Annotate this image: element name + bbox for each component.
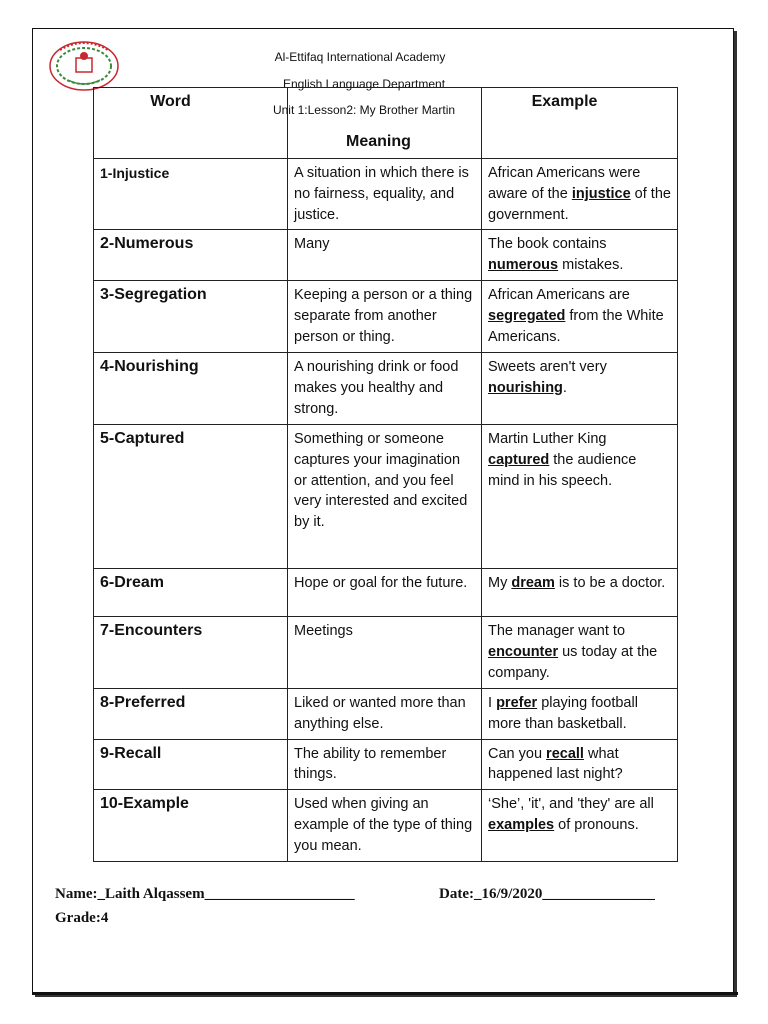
example-keyword: dream xyxy=(511,574,555,591)
example-text: . xyxy=(562,379,567,396)
vocab-word: 10-Example xyxy=(100,795,189,813)
example-keyword: numerous xyxy=(488,257,559,274)
vocab-meaning: Keeping a person or a thing separate from another person or thing. xyxy=(294,286,473,345)
example-text: The book contains xyxy=(488,236,607,253)
vocab-example xyxy=(482,688,678,739)
example-text: Sweets aren't very xyxy=(488,358,607,375)
vocab-word: 7-Encounters xyxy=(100,621,203,639)
table-row xyxy=(94,352,678,424)
example-text: playing football more than basketball. xyxy=(488,694,638,732)
vocab-word: 1-Injustice xyxy=(100,165,170,181)
vocab-example xyxy=(482,616,678,688)
example-text: I xyxy=(488,694,497,711)
vocabulary-table xyxy=(93,87,678,862)
vocab-meaning: Liked or wanted more than anything else. xyxy=(294,694,466,732)
example-text: Can you xyxy=(488,745,547,762)
vocab-meaning: The ability to remember things. xyxy=(294,745,447,783)
vocab-word: 6-Dream xyxy=(100,573,165,591)
vocab-example xyxy=(482,739,678,790)
vocab-example xyxy=(482,230,678,281)
school-name: Al-Ettifaq International Academy xyxy=(274,50,446,64)
vocab-example xyxy=(482,424,678,568)
vocab-meaning: Hope or goal for the future. xyxy=(294,574,468,591)
example-keyword: examples xyxy=(488,816,555,833)
vocab-word: 4-Nourishing xyxy=(100,357,199,375)
example-text: from the White Americans. xyxy=(488,307,664,345)
date-field: Date:_16/9/2020_______________ xyxy=(439,886,655,902)
grade-field: Grade:4 xyxy=(55,910,109,926)
vocab-meaning: A situation in which there is no fairness, equality, and justice. xyxy=(294,165,469,223)
vocab-example xyxy=(482,280,678,352)
vocab-meaning: Meetings xyxy=(294,622,353,639)
column-header-example: Example xyxy=(531,93,598,110)
vocab-example xyxy=(482,352,678,424)
vocab-word: 9-Recall xyxy=(100,744,162,762)
example-text: ‘She’, 'it', and 'they' are all xyxy=(488,796,654,813)
example-keyword: prefer xyxy=(496,694,538,711)
table-row xyxy=(94,688,678,739)
example-text: African Americans are xyxy=(488,286,630,303)
example-text: My xyxy=(488,574,512,591)
vocab-word: 5-Captured xyxy=(100,429,185,447)
vocab-word: 8-Preferred xyxy=(100,693,186,711)
vocab-example xyxy=(482,568,678,616)
example-text: mistakes. xyxy=(558,257,624,274)
example-keyword: segregated xyxy=(488,307,566,324)
example-keyword: recall xyxy=(546,745,584,762)
example-text: of the government. xyxy=(488,185,671,223)
vocab-example xyxy=(482,790,678,862)
example-text: the audience mind in his speech. xyxy=(488,451,637,489)
example-keyword: nourishing xyxy=(488,379,563,396)
example-text: is to be a doctor. xyxy=(554,574,666,591)
table-row xyxy=(94,230,678,281)
department-name: English Language Department xyxy=(282,77,446,91)
vocab-meaning: Many xyxy=(294,236,330,253)
example-keyword: injustice xyxy=(571,185,631,202)
example-text: us today at the company. xyxy=(488,643,658,681)
vocab-meaning: Something or someone captures your imagination or attention, and you feel very interested and excited by it. xyxy=(294,430,468,531)
example-keyword: captured xyxy=(488,451,550,468)
example-text: Martin Luther King xyxy=(488,430,607,447)
example-text: The manager want to xyxy=(488,622,626,639)
example-text: what happened last night? xyxy=(488,745,623,783)
page-border-shadow xyxy=(32,992,738,995)
vocab-word: 2-Numerous xyxy=(100,235,194,253)
vocab-word: 3-Segregation xyxy=(100,285,207,303)
table-row xyxy=(94,739,678,790)
example-text: African Americans were aware of the xyxy=(488,165,641,202)
column-header-word: Word xyxy=(150,93,191,110)
table-header-row xyxy=(94,88,678,159)
column-header-meaning: Meaning xyxy=(346,133,411,150)
table-row xyxy=(94,424,678,568)
lesson-title: Unit 1:Lesson2: My Brother Martin xyxy=(272,103,456,117)
example-keyword: encounter xyxy=(488,643,559,660)
table-row xyxy=(94,790,678,862)
table-row xyxy=(94,616,678,688)
example-text: of pronouns. xyxy=(554,816,639,833)
table-row xyxy=(94,280,678,352)
vocab-meaning: Used when giving an example of the type of thing you mean. xyxy=(294,796,473,854)
table-row xyxy=(94,159,678,230)
table-row xyxy=(94,568,678,616)
vocab-example xyxy=(482,159,678,230)
student-name: Name:_Laith Alqassem____________________ xyxy=(55,886,355,902)
vocab-meaning: A nourishing drink or food makes you healthy and strong. xyxy=(294,358,459,417)
